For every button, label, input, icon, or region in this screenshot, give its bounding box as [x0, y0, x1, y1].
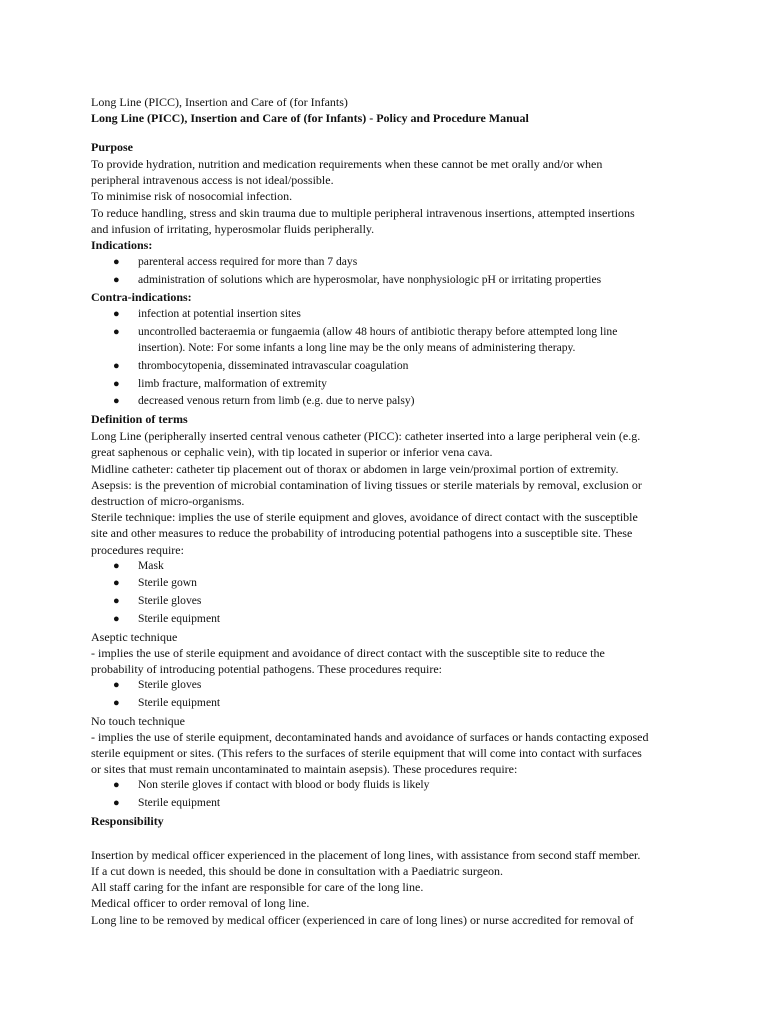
list-item-text: Sterile equipment — [138, 695, 221, 709]
bullet-icon: ● — [113, 612, 120, 625]
purpose-heading: Purpose — [91, 140, 133, 154]
definitions-section — [91, 428, 681, 558]
list-item-text: Sterile equipment — [138, 611, 221, 625]
aseptic-section — [91, 629, 681, 678]
no-touch-line: sterile equipment or sites. (This refers to the surfaces of sterile equipment that will come into contact with surfaces — [91, 746, 642, 760]
aseptic-line: Aseptic technique — [91, 629, 178, 644]
no-touch-technique-list — [91, 777, 681, 811]
definition-line: site and other measures to reduce the probability of introducing potential pathogens into a susceptible site. These — [91, 526, 633, 541]
sterile-technique-list — [91, 558, 681, 627]
document-body — [91, 94, 681, 928]
definition-line: procedures require: — [91, 542, 184, 557]
responsibility-line: Medical officer to order removal of long line. — [91, 896, 310, 911]
definitions-heading: Definition of terms — [91, 412, 188, 427]
definition-line: Midline catheter: catheter tip placement out of thorax or abdomen in large vein/proximal portion of extremity. — [91, 461, 619, 476]
list-item — [91, 324, 681, 356]
bullet-icon: ● — [113, 577, 120, 590]
bullet-icon: ● — [113, 256, 120, 269]
list-item-text: parenteral access required for more than 7 days — [138, 255, 358, 269]
bullet-icon: ● — [113, 595, 120, 608]
indications-heading: Indications: — [91, 238, 153, 253]
definition-line: destruction of micro-organisms. — [91, 493, 245, 508]
list-item — [91, 777, 681, 793]
list-item-text: infection at potential insertion sites — [138, 307, 301, 321]
list-item-text: Mask — [138, 558, 164, 572]
list-item-text: Sterile gown — [138, 576, 197, 590]
doc-title-plain: Long Line (PICC), Insertion and Care of (for Infants) — [91, 95, 348, 109]
list-item — [91, 611, 681, 627]
list-item-text: limb fracture, malformation of extremity — [138, 376, 327, 390]
purpose-line: To provide hydration, nutrition and medication requirements when these cannot be met orally and/or when — [91, 157, 603, 171]
list-item — [91, 677, 681, 693]
list-item — [91, 254, 681, 270]
purpose-line: peripheral intravenous access is not ideal/possible. — [91, 173, 334, 188]
bullet-icon: ● — [113, 308, 120, 321]
list-item-text: decreased venous return from limb (e.g. due to nerve palsy) — [138, 394, 415, 408]
responsibility-line: Long line to be removed by medical officer (experienced in care of long lines) or nurse accredited for removal of — [91, 912, 634, 927]
list-item-text: insertion). Note: For some infants a long line may be the only means of administering therapy. — [138, 341, 576, 355]
responsibility-line: All staff caring for the infant are responsible for care of the long line. — [91, 880, 424, 895]
list-item-text: Sterile equipment — [138, 796, 221, 810]
purpose-section — [91, 156, 681, 237]
bullet-icon: ● — [113, 273, 120, 286]
responsibility-line: Insertion by medical officer experienced in the placement of long lines, with assistance from second staff member. — [91, 847, 641, 862]
no-touch-section — [91, 713, 681, 778]
definition-line: Long Line (peripherally inserted central venous catheter (PICC): catheter inserted into a large peripheral vein (e.g. — [91, 429, 641, 444]
bullet-icon: ● — [113, 696, 120, 709]
bullet-icon: ● — [113, 797, 120, 810]
bullet-icon: ● — [113, 679, 120, 692]
list-item-text: thrombocytopenia, disseminated intravascular coagulation — [138, 359, 409, 373]
indications-list — [91, 254, 681, 288]
definition-line: Sterile technique: implies the use of sterile equipment and gloves, avoidance of direct contact with the susceptible — [91, 510, 638, 525]
doc-title-bold: Long Line (PICC), Insertion and Care of (for Infants) - Policy and Procedure Manual — [91, 111, 529, 125]
list-item — [91, 593, 681, 609]
list-item — [91, 272, 681, 288]
definition-line: Asepsis: is the prevention of microbial contamination of living tissues or sterile materials by removal, exclusion or — [91, 477, 642, 492]
bullet-icon: ● — [113, 326, 120, 339]
responsibility-heading: Responsibility — [91, 813, 164, 828]
no-touch-line: - implies the use of sterile equipment, decontaminated hands and avoidance of surfaces or hands contacting exposed — [91, 729, 649, 744]
responsibility-section — [91, 847, 681, 928]
purpose-line: To minimise risk of nosocomial infection. — [91, 189, 293, 204]
bullet-icon: ● — [113, 377, 120, 390]
contra-heading: Contra-indications: — [91, 290, 192, 305]
list-item-text: Sterile gloves — [138, 678, 202, 692]
purpose-line: and infusion of irritating, hyperosmolar fluids peripherally. — [91, 221, 375, 236]
list-item — [91, 558, 681, 574]
no-touch-line: No touch technique — [91, 713, 185, 728]
list-item-text: uncontrolled bacteraemia or fungaemia (allow 48 hours of antibiotic therapy before attempted long line — [138, 325, 618, 339]
purpose-line: To reduce handling, stress and skin trauma due to multiple peripheral intravenous insertions, attempted insertions — [91, 205, 635, 220]
list-item — [91, 575, 681, 591]
list-item — [91, 795, 681, 811]
bullet-icon: ● — [113, 559, 120, 572]
list-item — [91, 376, 681, 392]
aseptic-technique-list — [91, 677, 681, 711]
section-spacer — [91, 830, 681, 847]
list-item-text: Sterile gloves — [138, 594, 202, 608]
list-item-text: administration of solutions which are hyperosmolar, have nonphysiologic pH or irritating properties — [138, 272, 602, 286]
contra-list — [91, 306, 681, 409]
bullet-icon: ● — [113, 360, 120, 373]
list-item — [91, 393, 681, 409]
list-item — [91, 695, 681, 711]
list-item — [91, 306, 681, 322]
aseptic-line: - implies the use of sterile equipment and avoidance of direct contact with the susceptible site to reduce the — [91, 645, 605, 660]
list-item-text: Non sterile gloves if contact with blood or body fluids is likely — [138, 778, 430, 792]
definition-line: great saphenous or cephalic vein), with tip located in superior or inferior vena cava. — [91, 445, 493, 460]
list-item — [91, 358, 681, 374]
bullet-icon: ● — [113, 779, 120, 792]
aseptic-line: probability of introducing potential pathogens. These procedures require: — [91, 661, 443, 676]
no-touch-line: or sites that must remain uncontaminated to maintain asepsis). These procedures require: — [91, 762, 518, 777]
bullet-icon: ● — [113, 395, 120, 408]
responsibility-line: If a cut down is needed, this should be done in consultation with a Paediatric surgeon. — [91, 864, 504, 879]
